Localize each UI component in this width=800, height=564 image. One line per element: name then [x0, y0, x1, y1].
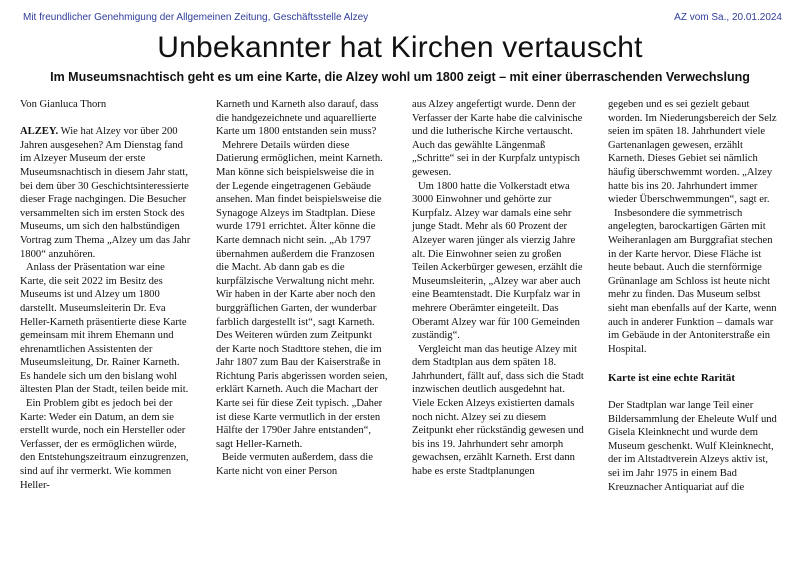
article-column-1 — [20, 98, 192, 492]
article-subheadline: Im Museumsnachtisch geht es um eine Karte, die Alzey wohl um 1800 zeigt – mit einer überraschenden Verwechslung — [50, 70, 750, 84]
paragraph: Karneth und Karneth also darauf, dass die handgezeichnete und aquarellierte Karte um 1800 entstanden sein muss? — [216, 99, 379, 138]
source-date: AZ vom Sa., 20.01.2024 — [674, 12, 782, 23]
paragraph — [20, 125, 192, 261]
article-column-4 — [608, 98, 780, 494]
paragraph: Anlass der Präsentation war eine Karte, die seit 2022 im Besitz des Museums ist und Alzey um 1800 darstellt. Museumsleiterin Dr. Eva Heller-Karneth präsentierte diese Karte gemeinsam mit ihrem Ehemann und ehrenamtlichen Assistenten der Museumsleitung, Dr. Rainer Karneth. Es handele sich um den bislang wohl ältesten Plan der Stadt, teilen beide mit. — [20, 262, 189, 396]
paragraph: Mehrere Details würden diese Datierung ermöglichen, meint Karneth. Man könne sich beispielsweise die in der Legende eingetragenen Gebäude ansehen. Man findet beispielsweise die Synagoge Alzeys im Stadtplan. Diese wurde 1791 errichtet. Älter könne die Karte demnach nicht sein. „Ab 1797 übernahmen außerdem die Franzosen die Macht. Ab dann gab es die kurpfälzische Verwaltung nicht mehr. Wir haben in der Karte aber noch den burggräflichen Garten, der wunderbar farblich dargestellt ist“, sagt Karneth. Des Weiteren würden zum Zeitpunkt der Karte noch Stadttore stehen, die im Jahr 1807 zum Bau der Kaiserstraße in Richtung Paris abgerissen worden seien, erklärt Karneth. Auch die Machart der Karte sei für diese Zeit typisch. „Daher ist diese Karte vermutlich in der ersten Hälfte der 1790er Jahre entstanden“, sagt Heller-Karneth. — [216, 139, 388, 450]
paragraph: Der Stadtplan war lange Teil einer Bildersammlung der Eheleute Wulf und Gisela Kleinknecht und wurde dem Museum geschenkt. Wulf Kleinknecht, der im Altstadtverein Alzeys aktiv ist, sei im Jahr 1975 in einem Bad Kreuznacher Antiquariat auf die — [608, 400, 777, 493]
paragraph: Um 1800 hatte die Volkerstadt etwa 3000 Einwohner und gehörte zur Kurpfalz. Alzey war damals eine sehr junge Stadt. Mehr als 60 Prozent der Alzeyer waren jünger als vierzig Jahre alt. Die Einwohner seien zu großen Teilen Ackerbürger gewesen, erzählt die Museumsleiterin, „Alzey war aber auch eine Beamtenstadt. Die Kurpfalz war in mehrere Oberämter eingeteilt. Das Oberamt Alzey war für 100 Gemeinden zuständig“. — [412, 180, 583, 342]
paragraph: aus Alzey angefertigt wurde. Denn der Verfasser der Karte habe die calvinische und die lutherische Kirche vertauscht. Auch das gewählte Längenmaß „Schritte“ sei in der Kurpfalz untypisch gewesen. — [412, 99, 583, 178]
paragraph: Beide vermuten außerdem, dass die Karte nicht von einer Person — [216, 452, 373, 478]
article-column-3 — [412, 98, 584, 479]
dateline: ALZEY. — [20, 126, 59, 138]
paragraph: Vergleicht man das heutige Alzey mit dem Stadtplan aus dem späten 18. Jahrhundert, fällt auf, dass sich die Stadt inzwischen deutlich ausgedehnt hat. Viele Ecken Alzeys existierten damals noch nicht. Alzey sei zu diesem Zeitpunkt eher rückständig gewesen und bis ins 19. Jahrhundert sehr amorph gewachsen, erzählt Karneth. Erst dann habe es erste Stadtplanungen — [412, 343, 584, 478]
section-subheading: Karte ist eine echte Rarität — [608, 371, 736, 384]
credit-line: Mit freundlicher Genehmigung der Allgemeinen Zeitung, Geschäftsstelle Alzey — [23, 12, 369, 23]
paragraph: gegeben und es sei gezielt gebaut worden. Im Niederungsbereich der Selz seien im späten 18. Jahrhundert viele Gartenanlagen gewesen, erzählt Karneth. Dieses Gebiet sei nämlich häufig überschwemmt worden. „Alzey hatte bis ins 20. Jahrhundert immer wieder Überschwemmungen“, sagt er. — [608, 99, 777, 206]
article-column-2 — [216, 98, 388, 479]
paragraph: Insbesondere die symmetrisch angelegten, barockartigen Gärten mit Weiheranlagen am Burggrafiat stechen in der Karte hervor. Diese Fläche ist heute bebaut. Auch die sternförmige Grünanlage am Schloss ist heute nicht mehr zu finden. Das Museum selbst sieht man ebenfalls auf der Karte, wenn auch in anderer Funktion – damals war im Gebäude in der Antoniterstraße ein Hospital. — [608, 207, 777, 355]
paragraph-text: Wie hat Alzey vor über 200 Jahren ausgesehen? Am Dienstag fand im Alzeyer Museum der erste Museumsnachtisch in diesem Jahr statt, bei dem über 30 Geschichtsinteressierte dieser Frage nachgingen. Die Besucher versammelten sich im ersten Stock des Museums, um sich den halbstündigen Vortrag zum Thema „Alzey um das Jahr 1800“ anzuhören. — [20, 126, 191, 260]
article-headline: Unbekannter hat Kirchen vertauscht — [157, 31, 643, 64]
byline: Von Gianluca Thorn — [20, 99, 107, 110]
paragraph: Ein Problem gibt es jedoch bei der Karte: Weder ein Datum, an dem sie erstellt wurde, noch ein Hersteller oder Verfasser, der es ermöglichen würde, den Entstehungszeitraum einzugrenzen, sind auf ihr vermerkt. Wie kommen Heller- — [20, 398, 189, 491]
